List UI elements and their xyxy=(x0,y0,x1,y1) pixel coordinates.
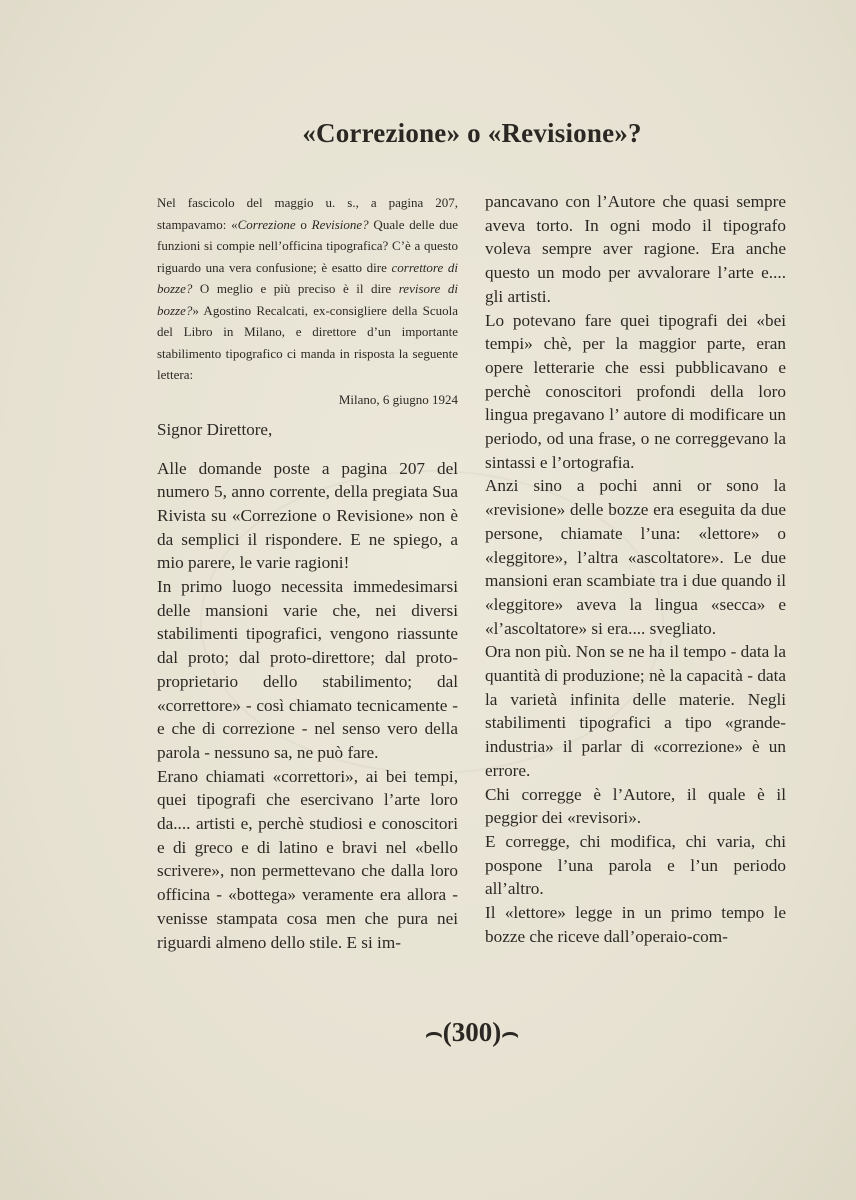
body-paragraph: Lo potevano fare quei tipografi dei «bei tempi» chè, per la maggior parte, eran opere letterarie che essi pubblicavano e perchè conoscitori profondi della loro lingua pregavano l’ autore di modificare un periodo, od una frase, o ne correggevano la sintassi e l’ortografia. xyxy=(485,310,786,472)
body-paragraph: Anzi sino a pochi anni or sono la «revisione» delle bozze era eseguita da due persone, chiamate l’una: «lettore» o «leggitore», l’altra «ascoltatore». Le due mansioni eran scambiate tra i due quando il «leggitore» aveva la lingua «secca» e «l’ascoltatore» si era.... svegliato. xyxy=(485,476,786,638)
body-paragraph: Ora non più. Non se ne ha il tempo - data la quantità di produzione; nè la capacità - data la varietà infinita delle materie. Negli stabilimenti tipografici a tipo «grande-industria» il parlar di «correzione» è un errore. xyxy=(485,642,786,780)
intro-italic: Correzione xyxy=(237,216,296,232)
body-paragraph: Il «lettore» legge in un primo tempo le bozze che riceve dall’operaio-com- xyxy=(485,903,786,946)
intro-paragraph xyxy=(157,192,458,386)
letter-dateline: Milano, 6 giugno 1924 xyxy=(338,391,458,407)
left-body-text xyxy=(157,457,458,955)
intro-text: » Agostino Recalcati, ex-consigliere della Scuola del Libro in Milano, e direttore d’un importante stabilimento tipografico ci manda in risposta la seguente lettera: xyxy=(157,302,458,382)
folio-ornament-right: )⌢ xyxy=(492,1017,520,1047)
body-paragraph: In primo luogo necessita immedesimarsi delle mansioni varie che, nei diversi stabilimenti tipografici, vengono riassunte dal proto; dal proto-direttore; dal proto-proprietario dello stabilimento; dal «correttore» - così chiamato tecnicamente - e che di correzione - nel senso vero della parola - nessuno sa, ne può fare. xyxy=(157,577,458,762)
left-column xyxy=(157,192,458,954)
page-number-value: 300 xyxy=(451,1017,493,1047)
page-number xyxy=(0,1017,856,1049)
body-paragraph: Alle domande poste a pagina 207 del numero 5, anno corrente, della pregiata Sua Rivista su «Correzione o Revisione» non è da semplici il rispondere. E ne spiego, a mio parere, le varie ragioni! xyxy=(157,458,458,573)
body-paragraph: Chi corregge è l’Autore, il quale è il peggior dei «revisori». xyxy=(485,784,786,828)
intro-italic: Revisione? xyxy=(311,216,369,232)
right-column xyxy=(485,190,786,949)
body-paragraph: Erano chiamati «correttori», ai bei tempi, quei tipografi che esercivano l’arte loro da.... artisti e, perchè studiosi e conoscitori e di greco e di latino e bravi nel «bello scrivere», non permettevano che dalla loro officina - «bottega» veramente era allora - venisse stampata cosa men che pura nei riguardi almeno dello stile. E si im- xyxy=(157,766,458,952)
body-paragraph: E corregge, chi modifica, chi varia, chi pospone l’una parola e l’un periodo all’altro. xyxy=(485,831,786,899)
intro-italic: revisore di bozze? xyxy=(157,281,459,318)
folio-ornament-left: ⌢( xyxy=(424,1017,452,1047)
intro-text: Quale delle due funzioni si compie nell’officina tipografica? C’è a questo riguardo una vera confusione; è esatto dire xyxy=(157,216,459,275)
right-body-text xyxy=(485,190,786,949)
article-title: «Correzione» o «Revisione»? xyxy=(302,118,642,148)
body-paragraph: pancavano con l’Autore che quasi sempre aveva torto. In ogni modo il tipografo voleva sempre aver ragione. Era anche questo un modo per avvalorare l’arte e.... gli artisti. xyxy=(485,192,786,306)
intro-text: O meglio e più preciso è il dire xyxy=(192,281,399,296)
letter-salutation: Signor Direttore, xyxy=(157,419,273,439)
intro-italic: correttore di bozze? xyxy=(157,259,458,296)
intro-text: o xyxy=(295,216,312,232)
intro-text: Nel fascicolo del maggio u. s., a pagina 207, stampavamo: « xyxy=(157,195,458,232)
